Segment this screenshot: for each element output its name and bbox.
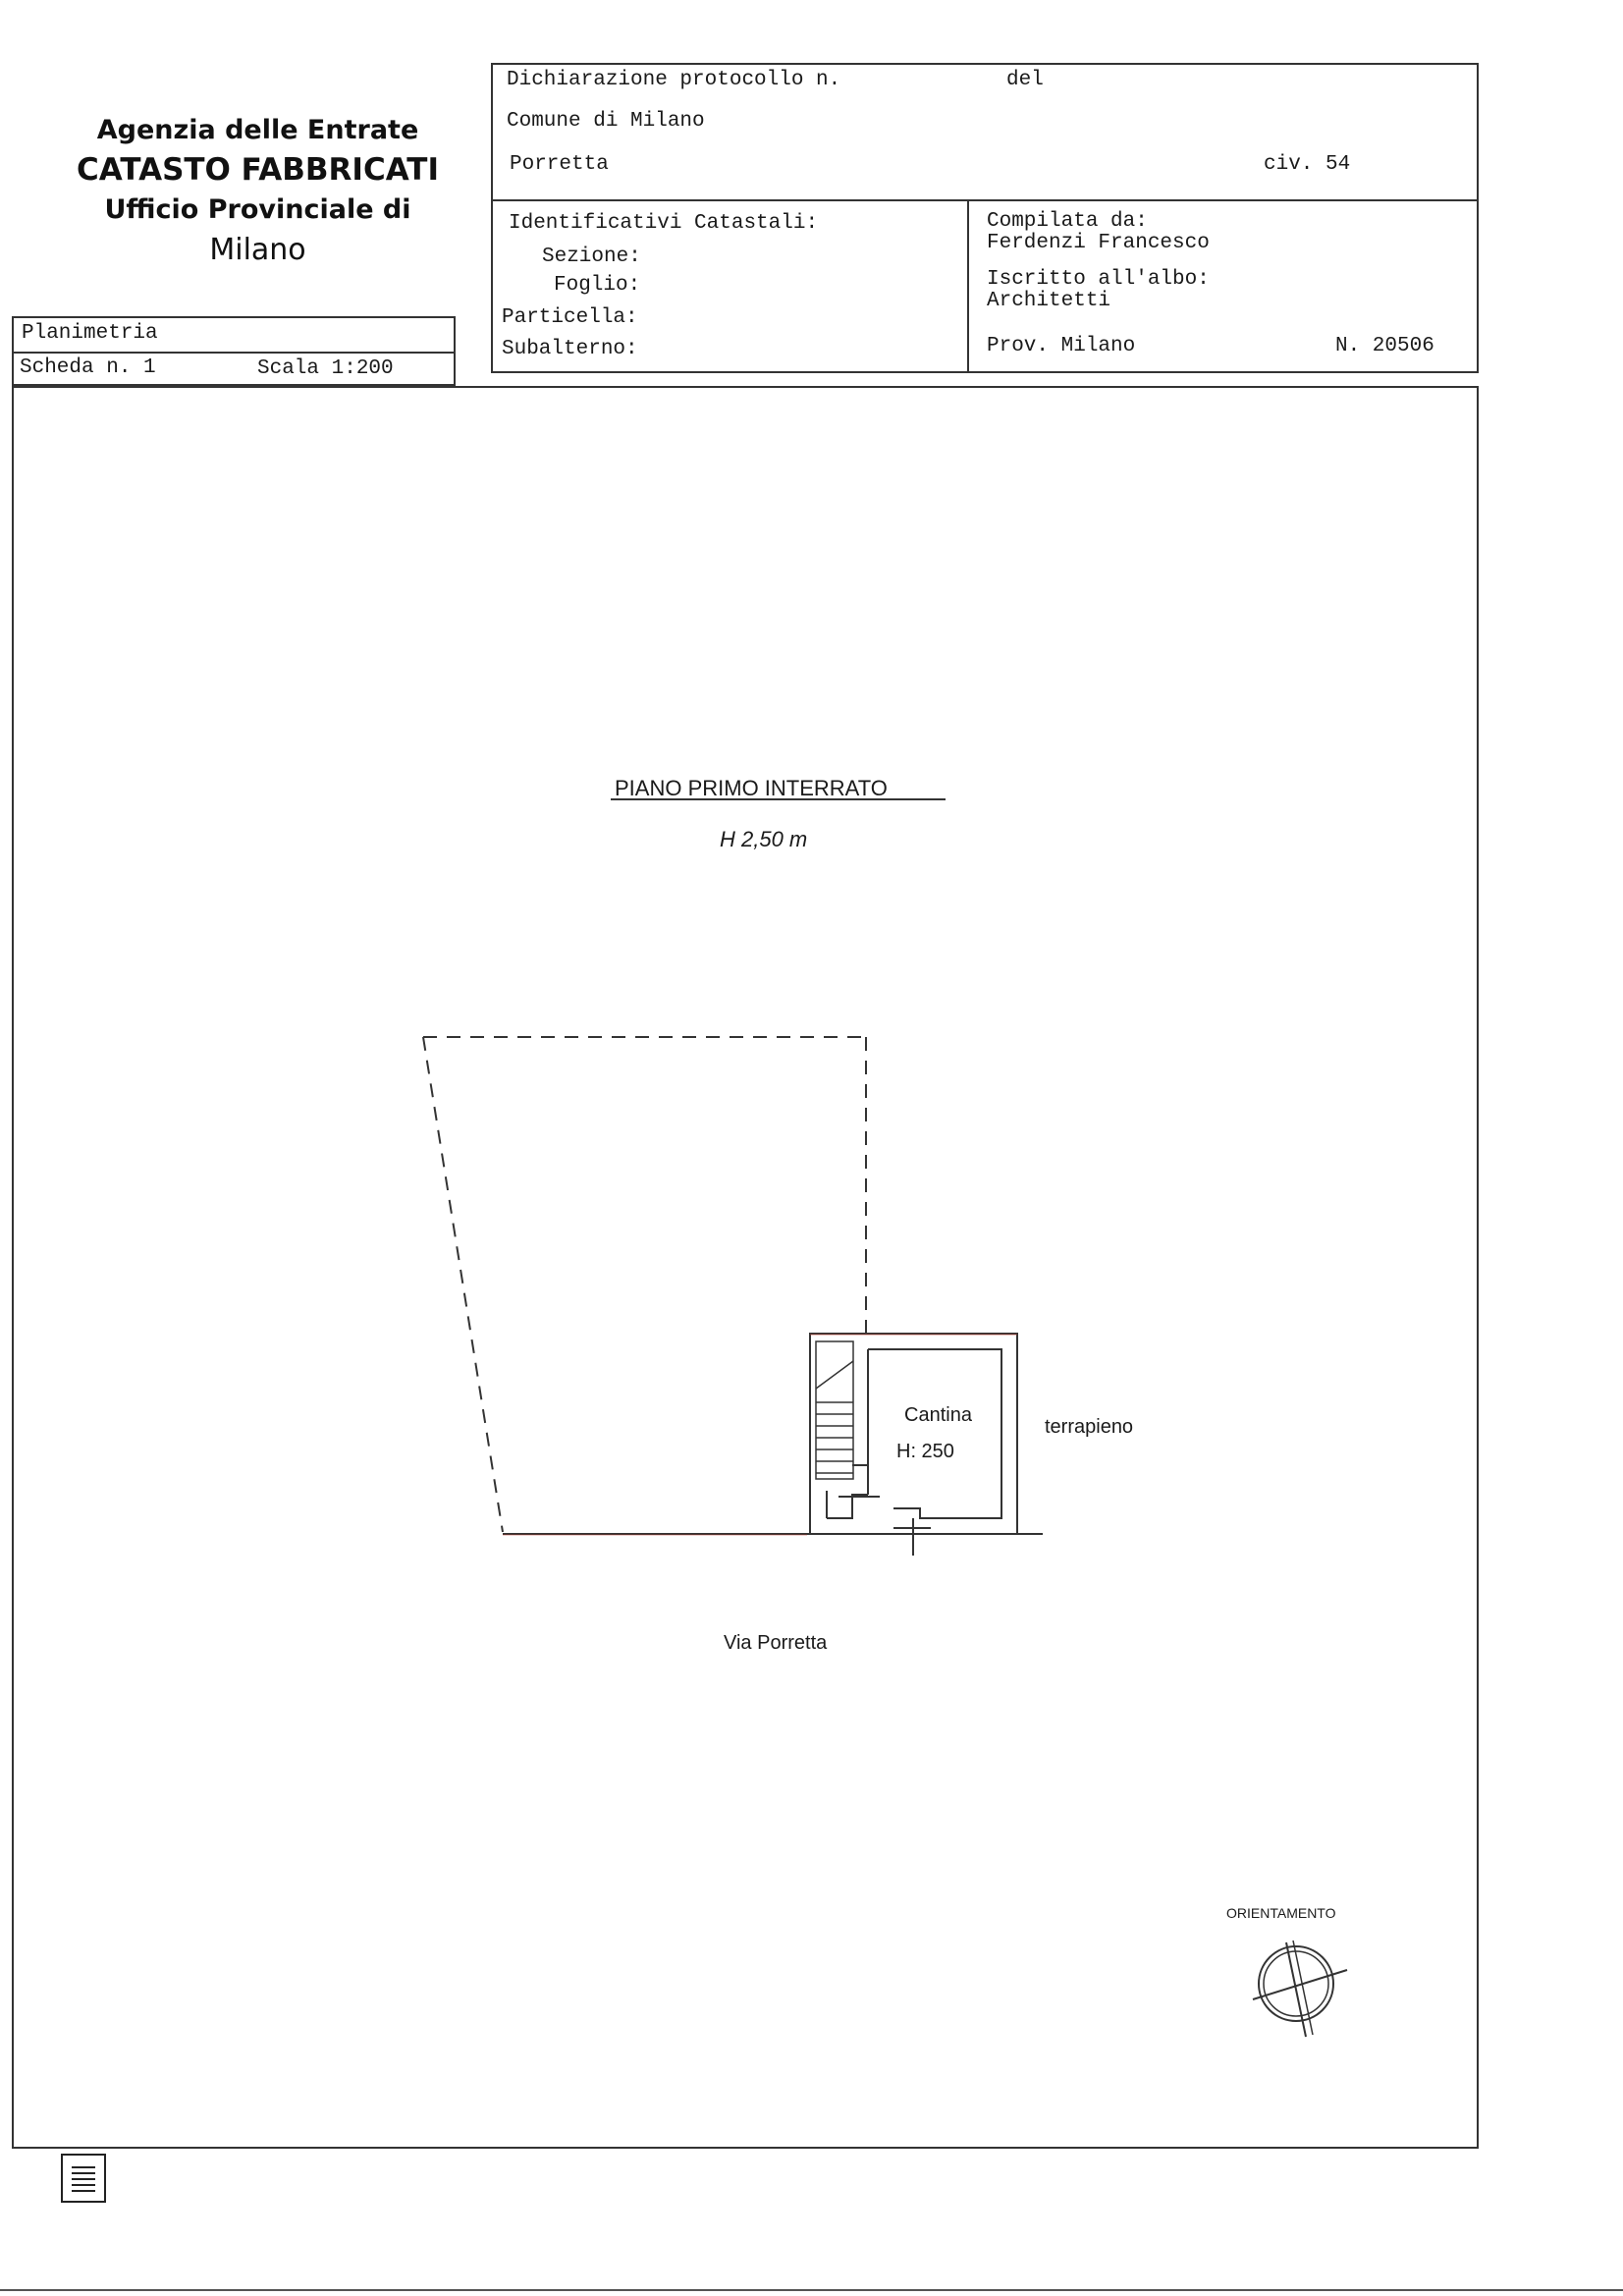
compilata-name: Ferdenzi Francesco [987, 232, 1210, 254]
room-height: H: 250 [896, 1441, 954, 1462]
iscritto-label: Iscritto all'albo: [987, 268, 1210, 291]
particella-label: Particella: [502, 306, 638, 329]
orientation-label: ORIENTAMENTO [1226, 1905, 1336, 1921]
foglio-label: Foglio: [554, 274, 641, 297]
compilata-label: Compilata da: [987, 210, 1148, 233]
ufficio-city: Milano [209, 233, 306, 267]
floor-title: PIANO PRIMO INTERRATO [615, 776, 888, 800]
courtyard-outline [423, 1037, 866, 1532]
stairs-icon [816, 1341, 853, 1479]
side-label: terrapieno [1045, 1416, 1134, 1438]
del-label: del [1006, 69, 1044, 91]
agency-name: Agenzia delle Entrate [96, 115, 419, 145]
sezione-label: Sezione: [542, 246, 641, 268]
catasto-title: CATASTO FABBRICATI [77, 152, 439, 188]
document-icon[interactable] [61, 2154, 106, 2203]
compass-icon [1253, 1941, 1347, 2037]
subalterno-label: Subalterno: [502, 338, 638, 360]
iscritto-value: Architetti [987, 290, 1111, 312]
planimetria-title: Planimetria [22, 322, 158, 345]
entrance-door [893, 1518, 931, 1556]
street-name: Porretta [510, 153, 609, 176]
scala-label: Scala 1:200 [257, 357, 394, 380]
ufficio-label: Ufficio Provinciale di [104, 194, 411, 225]
floor-height: H 2,50 m [720, 827, 808, 851]
room-name: Cantina [904, 1404, 972, 1426]
protocol-label: Dichiarazione protocollo n. [507, 69, 841, 91]
building-outer-wall [810, 1334, 1017, 1534]
province-label: Prov. Milano [987, 335, 1136, 357]
identificativi-label: Identificativi Catastali: [509, 212, 819, 235]
scheda-number: Scheda n. 1 [20, 356, 156, 379]
comune-label: Comune di Milano [507, 110, 705, 133]
street-label: Via Porretta [724, 1632, 828, 1654]
albo-number: N. 20506 [1335, 335, 1434, 357]
page-bottom-line [0, 2289, 1623, 2291]
civic-number: civ. 54 [1264, 153, 1351, 176]
